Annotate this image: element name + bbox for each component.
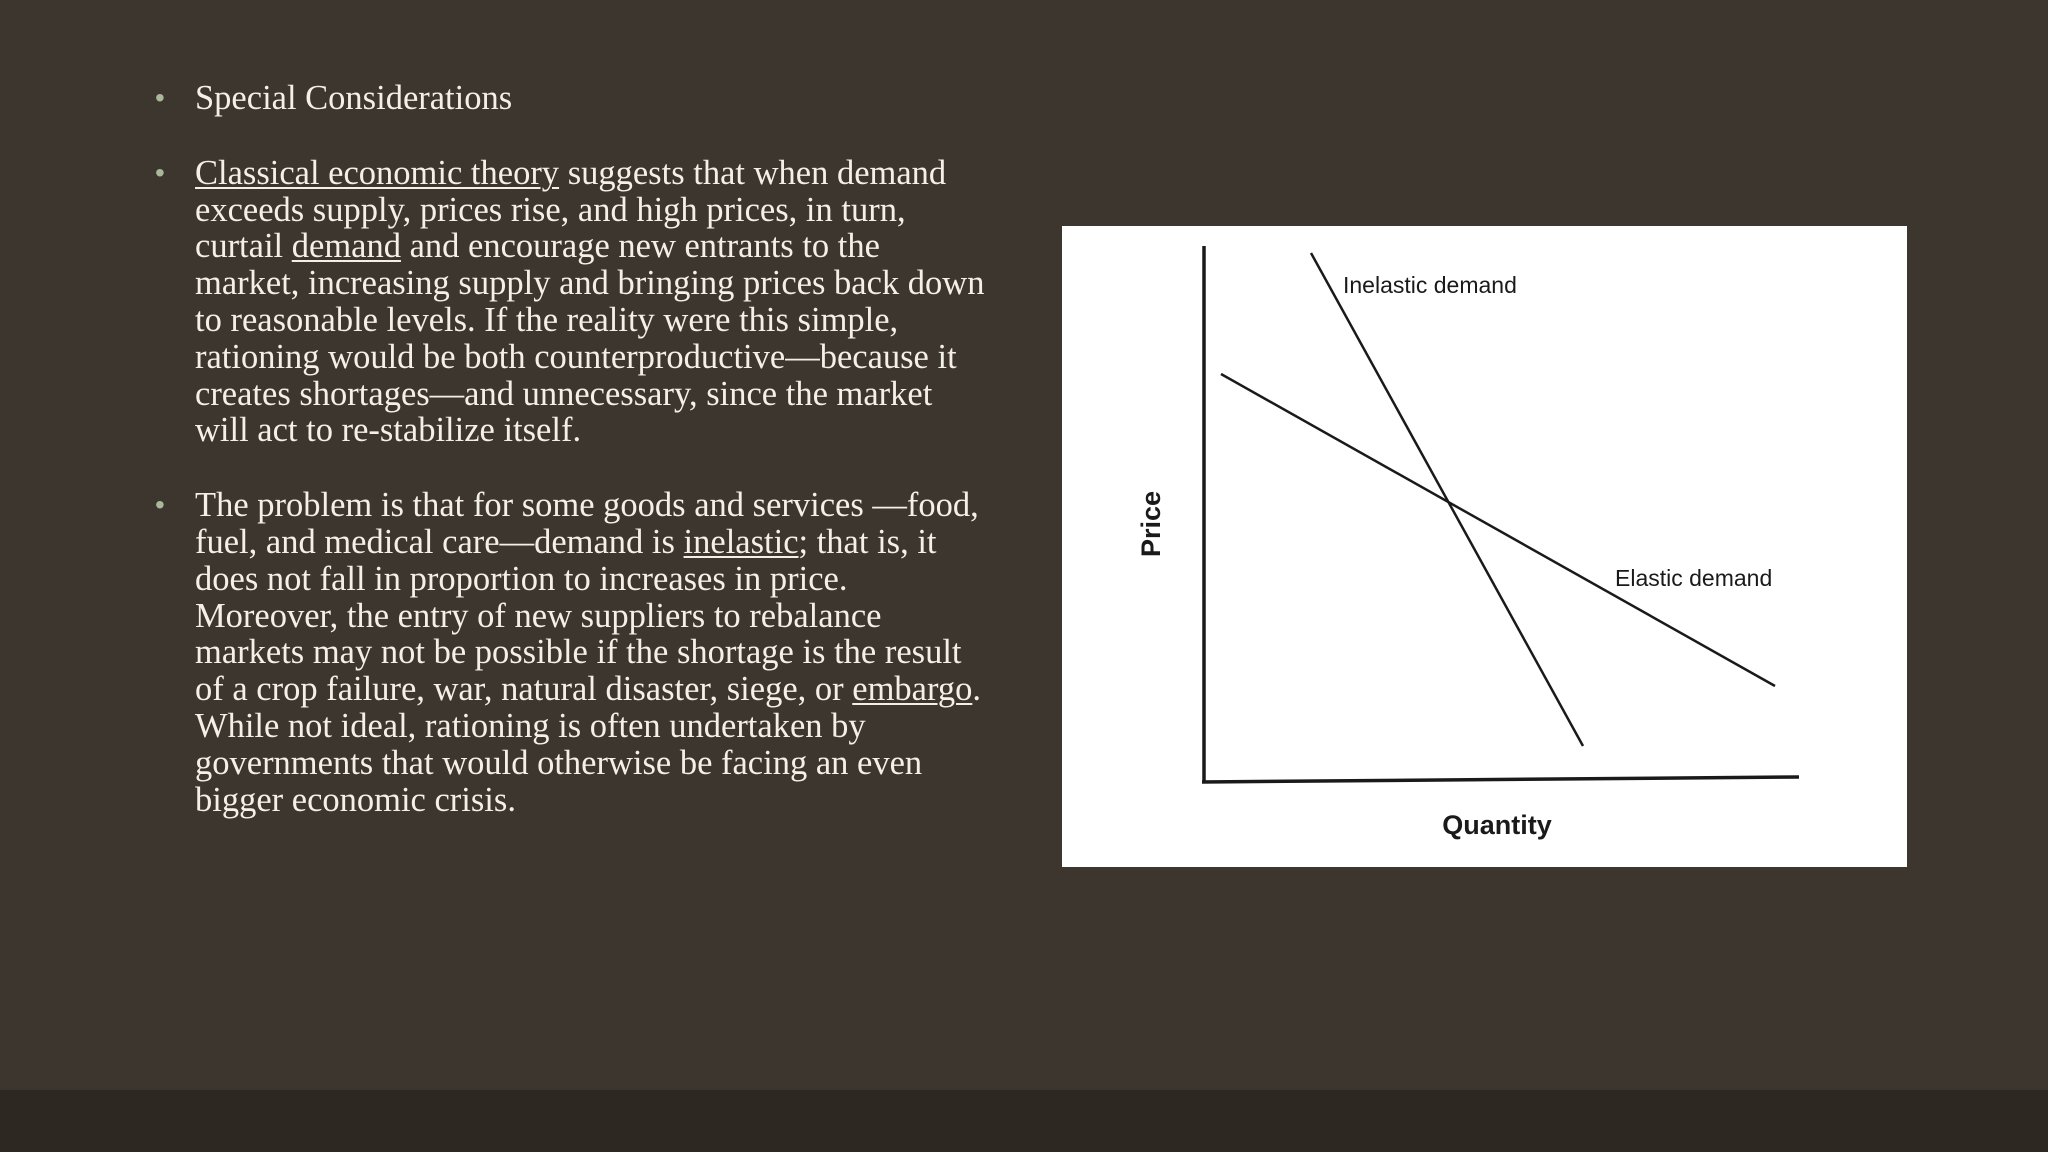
bullet-item [155, 155, 985, 449]
bullet-item [155, 487, 985, 818]
bullet-dot-icon: • [155, 489, 165, 521]
bullet-item [155, 80, 985, 117]
elastic-demand-line [1221, 374, 1775, 686]
bullet-text: . While not ideal, rationing is often undertaken by governments that would otherwise be facing an even bigger economic crisis. [195, 670, 981, 819]
bullet-text: Special Considerations [195, 79, 513, 117]
inelastic-demand-label: Inelastic demand [1343, 272, 1517, 298]
x-axis [1202, 777, 1799, 782]
elastic-demand-label: Elastic demand [1615, 565, 1773, 591]
inelastic-demand-line [1311, 253, 1583, 746]
bullet-text: and encourage new entrants to the market, increasing supply and bringing prices back down to reasonable levels. If the reality were this simple, rationing would be both counterproductive—because it creates shortages—and unnecessary, since the market will act to re-stabilize itself. [195, 227, 985, 450]
bullet-text: suggests that when demand exceeds supply, prices rise, and high prices, in turn, curtail [195, 153, 947, 266]
bullet-text: The problem is that for some goods and services —food, fuel, and medical care—demand is [195, 486, 979, 561]
hyperlink[interactable]: inelastic [683, 522, 799, 561]
bullet-list [155, 80, 985, 856]
diagram-svg [1062, 226, 1907, 867]
y-axis-label: Price [1136, 490, 1166, 558]
bullet-dot-icon: • [155, 156, 165, 188]
demand-elasticity-diagram [1062, 226, 1907, 867]
hyperlink[interactable]: Classical economic theory [195, 153, 560, 192]
bottom-bar [0, 1090, 2048, 1152]
bullet-text: ; that is, it does not fall in proportion to increases in price. Moreover, the entry of new suppliers to rebalance markets may not be possible if the shortage is the result of a crop failure, war, natural disaster, siege, or [195, 522, 962, 709]
hyperlink[interactable]: demand [291, 227, 401, 266]
x-axis-label: Quantity [1442, 810, 1552, 840]
bullet-dot-icon: • [155, 82, 165, 113]
hyperlink[interactable]: embargo [852, 670, 973, 709]
